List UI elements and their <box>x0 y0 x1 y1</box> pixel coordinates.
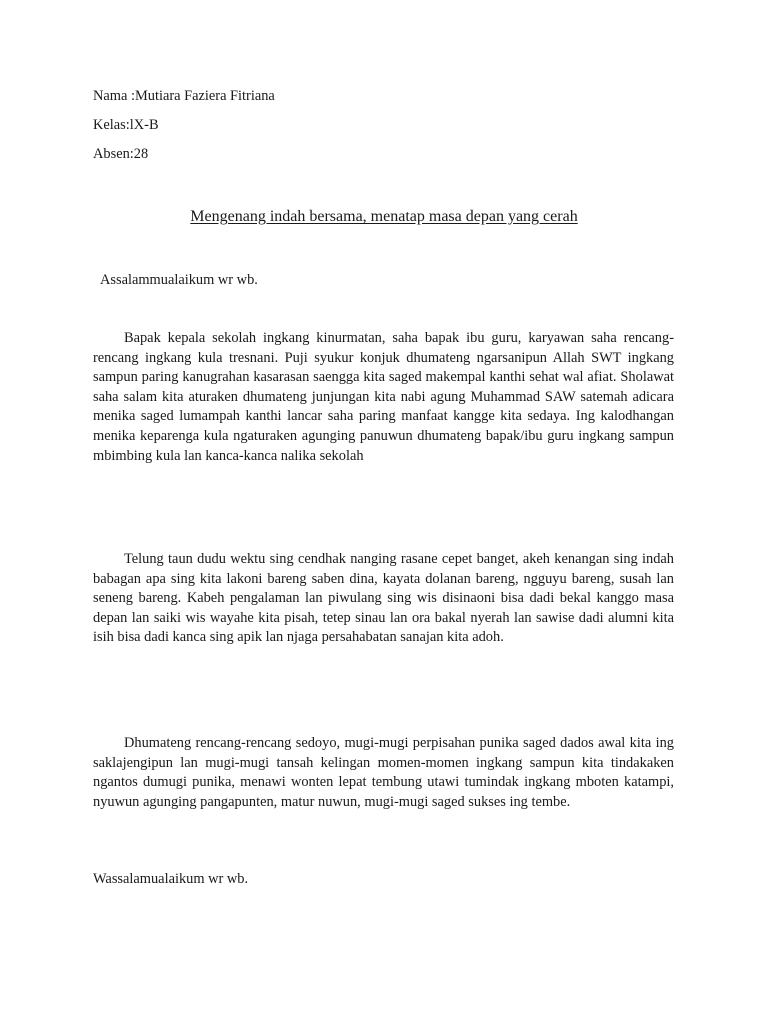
paragraph-2: Telung taun dudu wektu sing cendhak nanging rasane cepet banget, akeh kenangan sing indah babagan apa sing kita lakoni bareng saben dina, kayata dolanan bareng, ngguyu bareng, susah lan seneng bareng. Kabeh pengalaman lan piwulang sing wis disinaoni bisa dadi bekal kanggo masa depan lan saiki wis wayahe kita pisah, tetep sinau lan ora bakal nyerah lan sawise dadi alumni kita isih bisa dadi kanca sing apik lan njaga persahabatan sanajan kita adoh. <box>93 551 674 646</box>
student-name: Nama :Mutiara Faziera Fitriana <box>93 88 275 104</box>
paragraph-1: Bapak kepala sekolah ingkang kinurmatan, saha bapak ibu guru, karyawan saha rencang-rencang ingkang kula tresnani. Puji syukur konjuk dhumateng ngarsanipun Allah SWT ingkang sampun paring kanugrahan kasarasan saengga kita saged makempal kanthi sehat wal afiat. Sholawat saha salam kita aturaken dhumateng junjungan kita nabi agung Muhammad SAW satemah adicara menika saged lumampah kanthi lancar saha paring manfaat kangge kita sedaya. Ing kalodhangan menika keparenga kula ngaturaken agunging panuwun dhumateng bapak/ibu guru ingkang sampun mbimbing kula lan kanca-kanca nalika sekolah <box>93 330 674 464</box>
document-title: Mengenang indah bersama, menatap masa depan yang cerah <box>190 208 578 225</box>
student-class: Kelas:lX-B <box>93 117 159 133</box>
student-absence-number: Absen:28 <box>93 146 149 162</box>
opening-greeting: Assalammualaikum wr wb. <box>100 272 258 288</box>
paragraph-3: Dhumateng rencang-rencang sedoyo, mugi-mugi perpisahan punika saged dados awal kita ing saklajengipun lan mugi-mugi tansah kelingan momen-momen ingkang sampun kita tindakaken ngantos dumugi punika, menawi wonten lepat tembung utawi tumindak ingkang mboten katampi, nyuwun agunging pangapunten, matur nuwun, mugi-mugi saged sukses ing tembe. <box>93 735 674 810</box>
closing-greeting: Wassalamualaikum wr wb. <box>93 871 249 887</box>
